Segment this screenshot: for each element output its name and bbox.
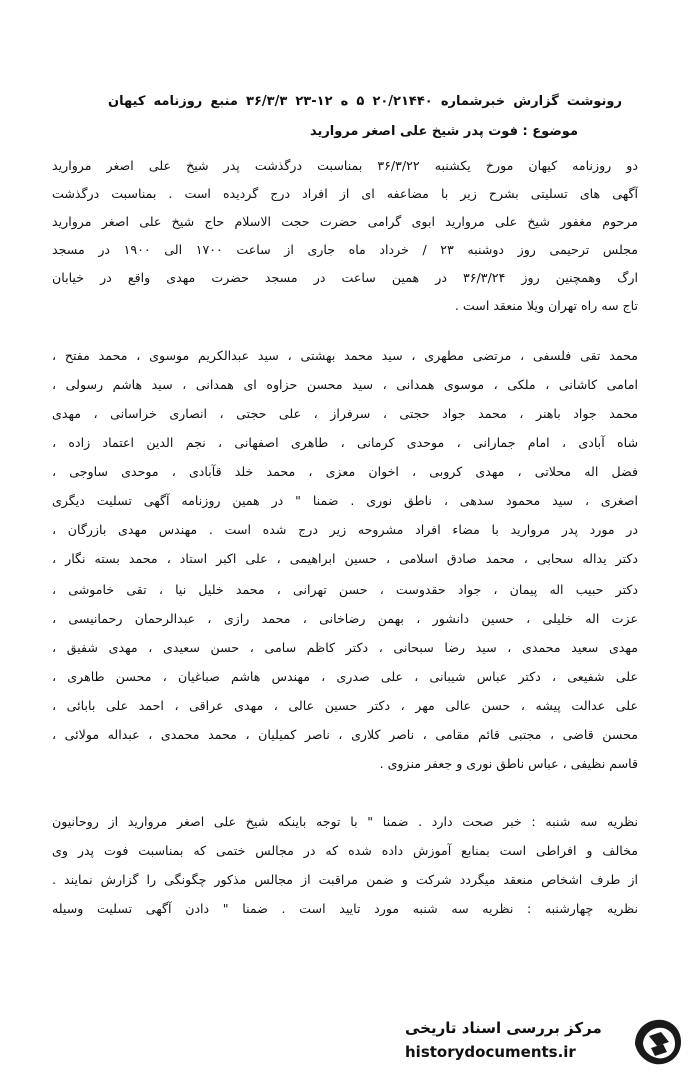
report-subject: موضوع : فوت پدر شیخ علی اصغر مروارید [309, 124, 578, 139]
signatory-line: علی عدالت پیشه ، حسن عالی مهر ، دکتر حسین عالی ، مهدی عراقی ، احمد علی بابائی ، [52, 698, 638, 713]
signatory-line: عزت اله خلیلی ، حسین دانشور ، بهمن رضاخانی ، محمد رازی ، عبدالرحمان رحمانیسی ، [52, 611, 638, 626]
signatory-line: محمد جواد باهنر ، محمد جواد حجتی ، سرفراز ، علی حجتی ، انصاری خراسانی ، مهدی [52, 406, 638, 421]
body-line: مرحوم مغفور شیخ علی مروارید ابوی گرامی حضرت حجت الاسلام حاج شیخ علی اصغر مروارید [52, 214, 638, 229]
footer-watermark [405, 1010, 695, 1072]
assessment-line: نظریه سه شنبه : خبر صحت دارد . ضمنا " با توجه باینکه شیخ علی اصغر مروارید از روحانیون [52, 814, 638, 829]
signatory-line: مهدی سعید محمدی ، سید رضا سبحانی ، دکتر کاظم سامی ، حسن سعیدی ، مهدی شفیق ، [52, 640, 638, 655]
body-line: آگهی های تسلیتی بشرح زیر با مضاعفه ای از افراد درج گردیده است . بمناسبت درگذشت [52, 186, 638, 201]
signatory-line: محمد تقی فلسفی ، مرتضی مطهری ، سید محمد بهشتی ، سید عبدالکریم موسوی ، محمد مفتح ، [52, 348, 638, 363]
footer-url: historydocuments.ir [405, 1043, 576, 1061]
signatory-line: اصغری ، سید محمود سدهی ، ناطق نوری . ضمنا " در همین روزنامه آگهی تسلیت دیگری [52, 493, 638, 508]
signatory-line: دکتر یداله سحابی ، محمد صادق اسلامی ، حسین ابراهیمی ، علی اکبر استاد ، محمد بسته نگار ، [52, 551, 638, 566]
report-header: رونوشت گزارش خبرشماره ۲۰/۲۱۴۴۰ ۵ ه ۱۲-۲۳ ۳۶/۳/۳ منبع روزنامه کیهان [108, 94, 622, 109]
body-line: تاج سه راه تهران ویلا منعقد است . [454, 298, 638, 313]
body-line: دو روزنامه کیهان مورخ یکشنبه ۳۶/۳/۲۲ بمناسبت درگذشت پدر شیخ علی اصغر مروارید [52, 158, 638, 173]
signatory-line: قاسم نظیفی ، عباس ناطق نوری و جعفر منزوی . [379, 756, 638, 771]
footer-org-name: مرکز بررسی اسناد تاریخی [405, 1019, 602, 1037]
signatory-line: علی شفیعی ، دکتر عباس شیبانی ، علی صدری ، مهندس هاشم صباغیان ، محسن طاهری ، [52, 669, 638, 684]
body-line: ارگ وهمچنین روز ۳۶/۳/۲۴ در همین ساعت در مسجد حضرت مهدی واقع در خیابان [52, 270, 638, 285]
body-line: مجلس ترحیمی روز دوشنبه ۲۳ / خرداد ماه جاری از ساعت ۱۷۰۰ الی ۱۹۰۰ در مسجد [52, 242, 638, 257]
signatory-line: در مورد پدر مروارید با مضاء افراد مشروحه زیر درج شده است . مهندس مهدی بازرگان ، [52, 522, 638, 537]
document-center-logo-icon [627, 1014, 687, 1070]
signatory-line: محسن قاضی ، مجتبی قائم مقامی ، ناصر کلاری ، ناصر کمیلیان ، محمد محمدی ، عبداله مولائی ، [52, 727, 638, 742]
assessment-line: مخالف و افراطی است بمنابع آموزش داده شده که در مجالس ختمی که بمناسبت فوت پدر وی [52, 843, 638, 858]
signatory-line: امامی کاشانی ، ملکی ، موسوی همدانی ، سید محسن حزاوه ای همدانی ، سید هاشم رسولی ، [52, 377, 638, 392]
signatory-line: فضل اله محلاتی ، مهدی کروبی ، اخوان معزی ، محمد خلد قآبادی ، موحدی ساوجی ، [52, 464, 638, 479]
signatory-line: شاه آبادی ، امام جمارانی ، موحدی کرمانی ، طاهری اصفهانی ، نجم الدین اعتماد زاده ، [52, 435, 638, 450]
assessment-line: از طرف اشخاص منعقد میگردد شرکت و ضمن مراقبت از مجالس مذکور چگونگی را گزارش نمایند . [52, 872, 638, 887]
signatory-line: دکتر حبیب اله پیمان ، جواد حقدوست ، حسن تهرانی ، محمد خلیل نیا ، تقی خاموشی ، [52, 582, 638, 597]
assessment-line: نظریه چهارشنبه : نظریه سه شنبه مورد تایید است . ضمنا " دادن آگهی تسلیت وسیله [52, 901, 638, 916]
